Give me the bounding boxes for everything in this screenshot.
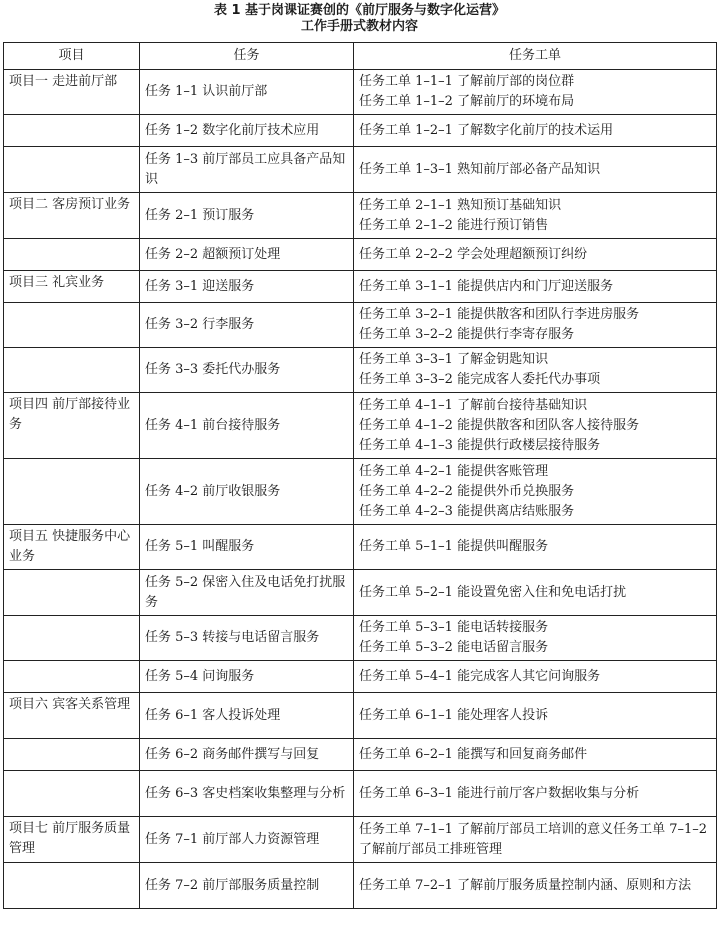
cell-project	[4, 239, 140, 271]
work-order-item: 任务工单 3–2–2 能提供行李寄存服务	[359, 327, 575, 342]
cell-project	[4, 661, 140, 693]
header-project: 项目	[4, 43, 140, 70]
work-order-item: 任务工单 2–1–2 能进行预订销售	[359, 217, 549, 233]
cell-work-orders	[354, 459, 717, 525]
table-row	[4, 693, 717, 739]
table-row	[4, 570, 717, 616]
header-work-order: 任务工单	[354, 43, 717, 70]
cell-project	[4, 863, 140, 909]
cell-task: 任务 1–3 前厅部员工应具备产品知识	[140, 147, 354, 193]
cell-work-orders	[354, 525, 717, 570]
cell-project: 项目四 前厅部接待业务	[4, 393, 140, 459]
work-order-item: 任务工单 3–2–1 能提供散客和团队行李进房服务	[359, 307, 640, 322]
cell-work-orders	[354, 661, 717, 693]
cell-work-orders	[354, 863, 717, 909]
table-row	[4, 525, 717, 570]
cell-project	[4, 115, 140, 147]
cell-task: 任务 1–2 数字化前厅技术应用	[140, 115, 354, 147]
cell-task: 任务 5–3 转接与电话留言服务	[140, 616, 354, 661]
table-caption	[0, 0, 719, 42]
work-order-item: 任务工单 2–1–1 熟知预订基础知识	[359, 197, 562, 213]
course-content-table	[3, 42, 717, 909]
work-order-item: 任务工单 2–2–2 学会处理超额预订纠纷	[359, 246, 588, 262]
work-order-item: 任务工单 5–4–1 能完成客人其它问询服务	[359, 668, 601, 684]
table-row	[4, 239, 717, 271]
cell-work-orders	[354, 570, 717, 616]
work-order-item: 任务工单 5–2–1 能设置免密入住和免电话打扰	[359, 584, 627, 600]
cell-work-orders	[354, 147, 717, 193]
work-order-item: 任务工单 5–3–2 能电话留言服务	[359, 640, 549, 655]
work-order-item: 任务工单 6–2–1 能撰写和回复商务邮件	[359, 746, 588, 762]
cell-task: 任务 3–1 迎送服务	[140, 271, 354, 303]
work-order-item: 任务工单 3–3–2 能完成客人委托代办事项	[359, 372, 601, 387]
cell-work-orders	[354, 817, 717, 863]
cell-work-orders	[354, 739, 717, 771]
table-row	[4, 393, 717, 459]
table-row	[4, 193, 717, 239]
table-row	[4, 863, 717, 909]
work-order-item: 任务工单 4–1–1 了解前台接待基础知识	[359, 397, 588, 413]
cell-task: 任务 6–1 客人投诉处理	[140, 693, 354, 739]
cell-project	[4, 459, 140, 525]
cell-task: 任务 3–2 行李服务	[140, 303, 354, 348]
table-row	[4, 771, 717, 817]
cell-work-orders	[354, 348, 717, 393]
table-row	[4, 459, 717, 525]
work-order-item: 任务工单 3–1–1 能提供店内和门厅迎送服务	[359, 278, 614, 294]
cell-task: 任务 4–1 前台接待服务	[140, 393, 354, 459]
cell-task: 任务 6–3 客史档案收集整理与分析	[140, 771, 354, 817]
cell-work-orders	[354, 239, 717, 271]
work-order-item: 任务工单 7–1–1 了解前厅部员工培训的意义任务工单 7–1–2 了解前厅部员工排班管理	[359, 821, 708, 857]
work-order-item: 任务工单 4–1–3 能提供行政楼层接待服务	[359, 437, 601, 453]
table-row	[4, 616, 717, 661]
cell-project	[4, 348, 140, 393]
cell-work-orders	[354, 115, 717, 147]
cell-project	[4, 739, 140, 771]
work-order-item: 任务工单 4–2–3 能提供离店结账服务	[359, 503, 575, 519]
cell-work-orders	[354, 693, 717, 739]
cell-work-orders	[354, 616, 717, 661]
cell-task: 任务 4–2 前厅收银服务	[140, 459, 354, 525]
table-title-line1: 表 1 基于岗课证赛创的《前厅服务与数字化运营》	[213, 3, 506, 18]
cell-project	[4, 771, 140, 817]
cell-project: 项目二 客房预订业务	[4, 193, 140, 239]
work-order-item: 任务工单 1–1–1 了解前厅部的岗位群	[359, 74, 575, 89]
cell-task: 任务 2–1 预订服务	[140, 193, 354, 239]
cell-project	[4, 303, 140, 348]
cell-work-orders	[354, 771, 717, 817]
cell-project: 项目一 走进前厅部	[4, 70, 140, 115]
cell-work-orders	[354, 303, 717, 348]
table-row	[4, 147, 717, 193]
table-title-line2: 工作手册式教材内容	[300, 19, 418, 34]
work-order-item: 任务工单 1–3–1 熟知前厅部必备产品知识	[359, 161, 601, 177]
cell-project	[4, 147, 140, 193]
table-row	[4, 115, 717, 147]
header-task: 任务	[140, 43, 354, 70]
table-row	[4, 303, 717, 348]
table-row	[4, 70, 717, 115]
table-row	[4, 271, 717, 303]
cell-work-orders	[354, 393, 717, 459]
work-order-item: 任务工单 4–2–1 能提供客账管理	[359, 463, 549, 479]
work-order-item: 任务工单 7–2–1 了解前厅服务质量控制内涵、原则和方法	[359, 877, 692, 893]
work-order-item: 任务工单 4–1–2 能提供散客和团队客人接待服务	[359, 417, 640, 433]
cell-project: 项目六 宾客关系管理	[4, 693, 140, 739]
work-order-item: 任务工单 1–1–2 了解前厅的环境布局	[359, 94, 575, 109]
cell-project: 项目三 礼宾业务	[4, 271, 140, 303]
table-header-row	[4, 43, 717, 70]
table-row	[4, 348, 717, 393]
work-order-item: 任务工单 5–1–1 能提供叫醒服务	[359, 539, 549, 554]
table-row	[4, 817, 717, 863]
cell-work-orders	[354, 193, 717, 239]
cell-work-orders	[354, 70, 717, 115]
cell-project	[4, 570, 140, 616]
work-order-item: 任务工单 3–3–1 了解金钥匙知识	[359, 352, 549, 367]
table-row	[4, 661, 717, 693]
cell-task: 任务 6–2 商务邮件撰写与回复	[140, 739, 354, 771]
work-order-item: 任务工单 6–3–1 能进行前厅客户数据收集与分析	[359, 785, 640, 801]
cell-task: 任务 5–4 问询服务	[140, 661, 354, 693]
table-row	[4, 739, 717, 771]
work-order-item: 任务工单 5–3–1 能电话转接服务	[359, 620, 549, 635]
cell-task: 任务 1–1 认识前厅部	[140, 70, 354, 115]
work-order-item: 任务工单 1–2–1 了解数字化前厅的技术运用	[359, 122, 614, 138]
cell-task: 任务 7–1 前厅部人力资源管理	[140, 817, 354, 863]
cell-project: 项目五 快捷服务中心业务	[4, 525, 140, 570]
work-order-item: 任务工单 4–2–2 能提供外币兑换服务	[359, 483, 575, 499]
cell-project: 项目七 前厅服务质量管理	[4, 817, 140, 863]
cell-project	[4, 616, 140, 661]
cell-task: 任务 5–2 保密入住及电话免打扰服务	[140, 570, 354, 616]
cell-task: 任务 7–2 前厅部服务质量控制	[140, 863, 354, 909]
cell-work-orders	[354, 271, 717, 303]
work-order-item: 任务工单 6–1–1 能处理客人投诉	[359, 707, 549, 723]
cell-task: 任务 5–1 叫醒服务	[140, 525, 354, 570]
cell-task: 任务 3–3 委托代办服务	[140, 348, 354, 393]
cell-task: 任务 2–2 超额预订处理	[140, 239, 354, 271]
